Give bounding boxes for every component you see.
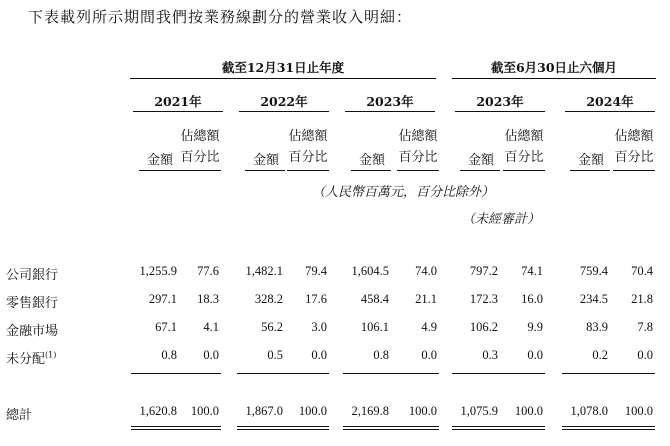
subtotal-rule (343, 373, 391, 374)
sub-header-share-line2: 百分比 (614, 150, 654, 165)
unaudited-note: （未經審計） (462, 212, 541, 227)
sub-header-amount: 金額 (146, 153, 173, 168)
table-cell: 79.4 (305, 264, 327, 278)
total-cell: 100.0 (408, 404, 437, 418)
table-cell: 759.4 (579, 264, 608, 278)
table-cell: 234.5 (579, 292, 608, 306)
total-double-rule (562, 426, 610, 430)
sub-header-underline (179, 170, 221, 171)
sub-header-underline (570, 170, 610, 171)
total-cell: 1,620.8 (139, 404, 177, 418)
table-cell: 17.6 (305, 292, 327, 306)
table-cell: 0.0 (637, 348, 653, 362)
sub-header-underline (351, 170, 391, 171)
row-label-total: 總計 (6, 408, 33, 423)
table-cell: 1,482.1 (245, 264, 283, 278)
sub-header-share-line2: 百分比 (288, 150, 328, 165)
subtotal-rule (237, 373, 285, 374)
total-double-rule (452, 426, 500, 430)
sub-header-share (501, 126, 547, 168)
table-cell: 0.8 (373, 348, 389, 362)
table-cell: 56.2 (261, 320, 283, 334)
subtotal-rule (131, 373, 179, 374)
sub-header-share (177, 126, 223, 168)
table-cell: 18.3 (197, 292, 219, 306)
sub-header-share-line1: 佔總額 (504, 129, 544, 144)
year-header-2023-half: 2023年 (476, 94, 524, 109)
table-cell: 1,604.5 (351, 264, 389, 278)
subtotal-rule (452, 373, 500, 374)
table-cell: 4.1 (203, 320, 219, 334)
table-cell: 83.9 (586, 320, 608, 334)
table-cell: 21.1 (415, 292, 437, 306)
sub-header-share-line2: 百分比 (504, 150, 544, 165)
subtotal-rule (607, 373, 655, 374)
total-double-rule (173, 426, 221, 430)
year-header-2024-half: 2024年 (586, 94, 634, 109)
sub-header-amount: 金額 (577, 153, 604, 168)
sub-header-underline (287, 170, 329, 171)
year-rule (565, 111, 655, 112)
table-cell: 328.2 (254, 292, 283, 306)
table-cell: 21.8 (631, 292, 653, 306)
year-rule (345, 111, 435, 112)
row-label-unallocated: 未分配$^{(1)}$ (6, 350, 57, 367)
sub-header-share-line1: 佔總額 (288, 129, 328, 144)
footnote-marker: (1) (45, 350, 57, 360)
total-cell: 100.0 (514, 404, 543, 418)
sub-header-underline (245, 170, 285, 171)
table-cell: 0.0 (311, 348, 327, 362)
group-header-half: 截至6月30日止六個月 (490, 60, 618, 75)
table-cell: 7.8 (637, 320, 653, 334)
total-double-rule (237, 426, 285, 430)
table-cell: 106.1 (360, 320, 389, 334)
sub-header-amount: 金額 (358, 153, 385, 168)
year-header-2022: 2022年 (260, 94, 308, 109)
subtotal-rule (391, 373, 439, 374)
sub-header-share-line1: 佔總額 (614, 129, 654, 144)
table-cell: 1,255.9 (139, 264, 177, 278)
table-cell: 172.3 (469, 292, 498, 306)
total-double-rule (391, 426, 439, 430)
table-cell: 16.0 (521, 292, 543, 306)
unit-note: （人民幣百萬元，百分比除外） (312, 185, 495, 200)
row-label-corporate-banking: 公司銀行 (6, 268, 59, 283)
subtotal-rule (173, 373, 221, 374)
subtotal-rule (497, 373, 545, 374)
row-label-financial-markets: 金融市場 (6, 324, 59, 339)
table-cell: 70.4 (631, 264, 653, 278)
sub-header-share (395, 126, 441, 168)
year-rule (133, 111, 223, 112)
total-cell: 100.0 (298, 404, 327, 418)
sub-header-share (611, 126, 657, 168)
group-rule-half (452, 78, 656, 79)
table-cell: 74.0 (415, 264, 437, 278)
year-header-2023: 2023年 (366, 94, 414, 109)
table-cell: 0.8 (161, 348, 177, 362)
table-cell: 77.6 (197, 264, 219, 278)
table-cell: 797.2 (469, 264, 498, 278)
total-cell: 100.0 (190, 404, 219, 418)
table-cell: 4.9 (421, 320, 437, 334)
table-cell: 106.2 (469, 320, 498, 334)
sub-header-underline (613, 170, 655, 171)
table-cell: 74.1 (521, 264, 543, 278)
table-cell: 0.0 (527, 348, 543, 362)
total-cell: 2,169.8 (351, 404, 389, 418)
table-cell: 0.0 (421, 348, 437, 362)
subtotal-rule (562, 373, 610, 374)
table-cell: 297.1 (148, 292, 177, 306)
total-double-rule (131, 426, 179, 430)
group-rule-annual (130, 78, 436, 79)
total-cell: 100.0 (624, 404, 653, 418)
total-double-rule (607, 426, 655, 430)
sub-header-underline (397, 170, 439, 171)
table-cell: 9.9 (527, 320, 543, 334)
total-double-rule (281, 426, 329, 430)
total-cell: 1,078.0 (570, 404, 608, 418)
sub-header-underline (503, 170, 545, 171)
subtotal-rule (281, 373, 329, 374)
total-double-rule (497, 426, 545, 430)
sub-header-share-line2: 百分比 (398, 150, 438, 165)
intro-text: 下表載列所示期間我們按業務線劃分的營業收入明細： (28, 8, 413, 26)
year-header-2021: 2021年 (154, 94, 202, 109)
row-label-retail-banking: 零售銀行 (6, 296, 59, 311)
table-cell: 3.0 (311, 320, 327, 334)
table-cell: 458.4 (360, 292, 389, 306)
table-cell: 0.0 (203, 348, 219, 362)
table-cell: 0.5 (267, 348, 283, 362)
table-cell: 0.2 (592, 348, 608, 362)
sub-header-share-line2: 百分比 (180, 150, 220, 165)
sub-header-share (285, 126, 331, 168)
total-cell: 1,867.0 (245, 404, 283, 418)
sub-header-share-line1: 佔總額 (398, 129, 438, 144)
sub-header-share-line1: 佔總額 (180, 129, 220, 144)
sub-header-underline (460, 170, 500, 171)
table-cell: 67.1 (155, 320, 177, 334)
total-double-rule (343, 426, 391, 430)
year-rule (455, 111, 545, 112)
table-cell: 0.3 (482, 348, 498, 362)
sub-header-underline (139, 170, 179, 171)
year-rule (239, 111, 329, 112)
sub-header-amount: 金額 (467, 153, 494, 168)
group-header-annual: 截至12月31日止年度 (221, 60, 345, 75)
sub-header-amount: 金額 (252, 153, 279, 168)
total-cell: 1,075.9 (460, 404, 498, 418)
